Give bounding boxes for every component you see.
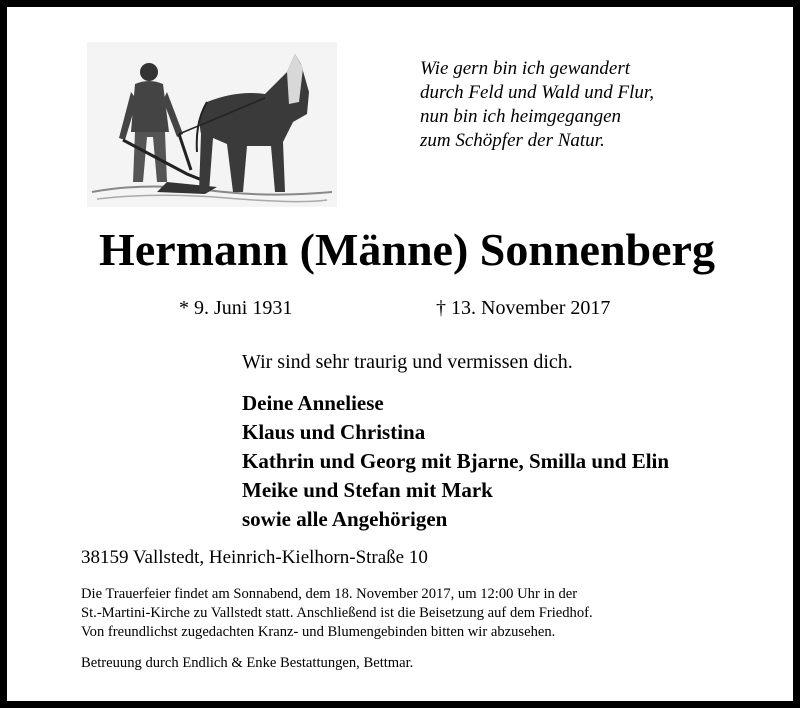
family-address: 38159 Vallstedt, Heinrich-Kielhorn-Straße 10 bbox=[81, 547, 428, 568]
mourner-line: Meike und Stefan mit Mark bbox=[242, 478, 493, 502]
deceased-name: Hermann (Männe) Sonnenberg bbox=[99, 224, 715, 275]
funeral-details bbox=[81, 585, 593, 642]
mourners-list bbox=[242, 389, 669, 534]
poem-line: Wie gern bin ich gewandert bbox=[420, 58, 631, 79]
mourner-line: sowie alle Angehörigen bbox=[242, 507, 448, 531]
mourner-line: Deine Anneliese bbox=[242, 391, 384, 415]
poem-line: nun bin ich heimgegangen bbox=[420, 106, 622, 127]
funeral-line: Von freundlichst zugedachten Kranz- und Blumengebinden bitten wir abzusehen. bbox=[81, 624, 556, 640]
undertaker-note: Betreuung durch Endlich & Enke Bestattungen, Bettmar. bbox=[81, 655, 414, 671]
condolence-message: Wir sind sehr traurig und vermissen dich. bbox=[242, 351, 573, 373]
poem bbox=[420, 57, 654, 153]
birth-date: * 9. Juni 1931 bbox=[179, 297, 293, 319]
funeral-line: St.-Martini-Kirche zu Vallstedt statt. Anschließend ist die Beisetzung auf dem Friedhof. bbox=[81, 605, 593, 621]
farmer-plowing-horse-icon bbox=[87, 42, 337, 207]
death-date: † 13. November 2017 bbox=[436, 297, 611, 319]
mourner-line: Kathrin und Georg mit Bjarne, Smilla und Elin bbox=[242, 449, 670, 473]
poem-line: durch Feld und Wald und Flur, bbox=[420, 82, 654, 103]
funeral-line: Die Trauerfeier findet am Sonnabend, dem 18. November 2017, um 12:00 Uhr in der bbox=[81, 586, 578, 602]
mourner-line: Klaus und Christina bbox=[242, 420, 426, 444]
poem-line: zum Schöpfer der Natur. bbox=[420, 130, 605, 151]
